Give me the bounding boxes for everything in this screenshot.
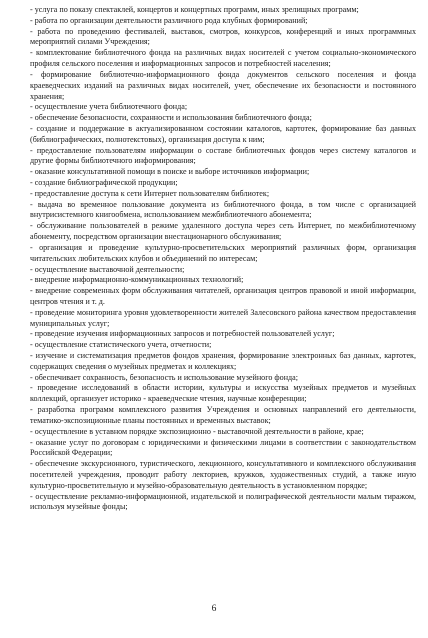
list-item: - осуществление выставочной деятельности; <box>30 264 185 274</box>
list-item: - создание и поддержание в актуализированном состоянии каталогов, картотек, формирование баз данных (библиографических, полнотекстовых), организация доступа к ним; <box>30 123 416 144</box>
list-item: - проведение исследований в области истории, культуры и искусства музейных предметов и музейных коллекций, организует историко - краеведческие чтения, научные конференции; <box>30 383 416 404</box>
list-item: - работа по проведению фестивалей, выставок, смотров, конкурсов, конференций и иных программных мероприятий силами Учреждения; <box>30 26 416 47</box>
page-number: 6 <box>211 604 217 614</box>
list-item: - осуществление в уставном порядке экспозиционно - выставочной деятельности в районе, крае; <box>30 426 364 436</box>
list-item: - изучение и систематизация предметов фондов хранения, формирование электронных баз данных, картотек, содержащих сведения о музейных предметах и коллекциях; <box>30 351 416 371</box>
list-item: - создание библиографической продукции; <box>30 178 178 187</box>
list-item: - оказание консультативной помощи в поиске и выборе источников информации; <box>30 167 310 177</box>
list-item: - оказание услуг по договорам с юридическими и физическими лицами в соответствии с законодательством Российской Федерации; <box>30 437 416 458</box>
list-item: - разработка программ комплексного развития Учреждения и основных направлений его деятельности, тематико-экспозиционные планы постоянных и временных выставок; <box>30 405 416 425</box>
list-item: - внедрение современных форм обслуживания читателей, организация центров правовой и иной информации, центров чтения и т. д. <box>30 286 416 306</box>
list-item: - организация и проведение культурно-просветительских мероприятий различных форм, организация читательских любительских клубов и объединений по интересам; <box>30 242 416 263</box>
list-item: - обеспечивает сохранность, безопасность и использование музейного фонда; <box>30 372 298 382</box>
list-item: - обеспечение экскурсионного, туристического, лекционного, консультативного и комплексного обслуживания посетителей учреждения, проводит работу лекториев, кружков, художественных студий, а также иную культурно-просветительную и музейно-образовательную деятельность в установленном порядке; <box>30 459 416 490</box>
list-item: - обслуживание пользователей в режиме удаленного доступа через сеть Интернет, по межбиблиотечному абонементу, посредством организации внестационарного обслуживания; <box>30 221 416 242</box>
list-item: - осуществление статистического учета, отчетности; <box>30 340 212 350</box>
list-item: - комплектование библиотечного фонда на различных видах носителей с учетом социально-экономического профиля сельского поселения и информационных запросов и потребностей населения; <box>30 48 416 69</box>
list-item: - предоставление пользователям информации о составе библиотечных фондов через систему каталогов и другие формы библиотечного информирования; <box>30 145 416 166</box>
list-item: - предоставление доступа к сети Интернет пользователям библиотек; <box>30 188 270 198</box>
list-item: - обеспечение безопасности, сохранности и использования библиотечного фонда; <box>30 113 312 123</box>
list-item: - формирование библиотечно-информационного фонда документов сельского поселения и фонда краеведческих изданий на различных видах носителей, учет, обеспечение их безопасности и постоянного хранения; <box>30 69 416 101</box>
list-item: - работа по организации деятельности различного рода клубных формирований; <box>30 15 308 25</box>
list-item: - выдача во временное пользование документа из библиотечного фонда, в том числе с организацией внутрисистемного книгообмена, использованием межбиблиотечного абонемента; <box>30 199 416 220</box>
list-item: - внедрение информационно-коммуникационных технологий; <box>30 275 244 285</box>
list-item: - осуществление рекламно-информационной, издательской и полиграфической деятельности малым тиражом, используя музейные фонды; <box>30 491 416 512</box>
list-item: - проведение изучения информационных запросов и потребностей пользователей услуг; <box>30 329 335 339</box>
document-body <box>30 5 416 513</box>
list-item: - услуга по показу спектаклей, концертов и концертных программ, иных зрелищных программ; <box>30 5 359 14</box>
list-item: - осуществление учета библиотечного фонда; <box>30 102 188 112</box>
list-item: - проведение мониторинга уровня удовлетворенности жителей Залесовского района качеством предоставления муниципальных услуг; <box>30 307 416 328</box>
